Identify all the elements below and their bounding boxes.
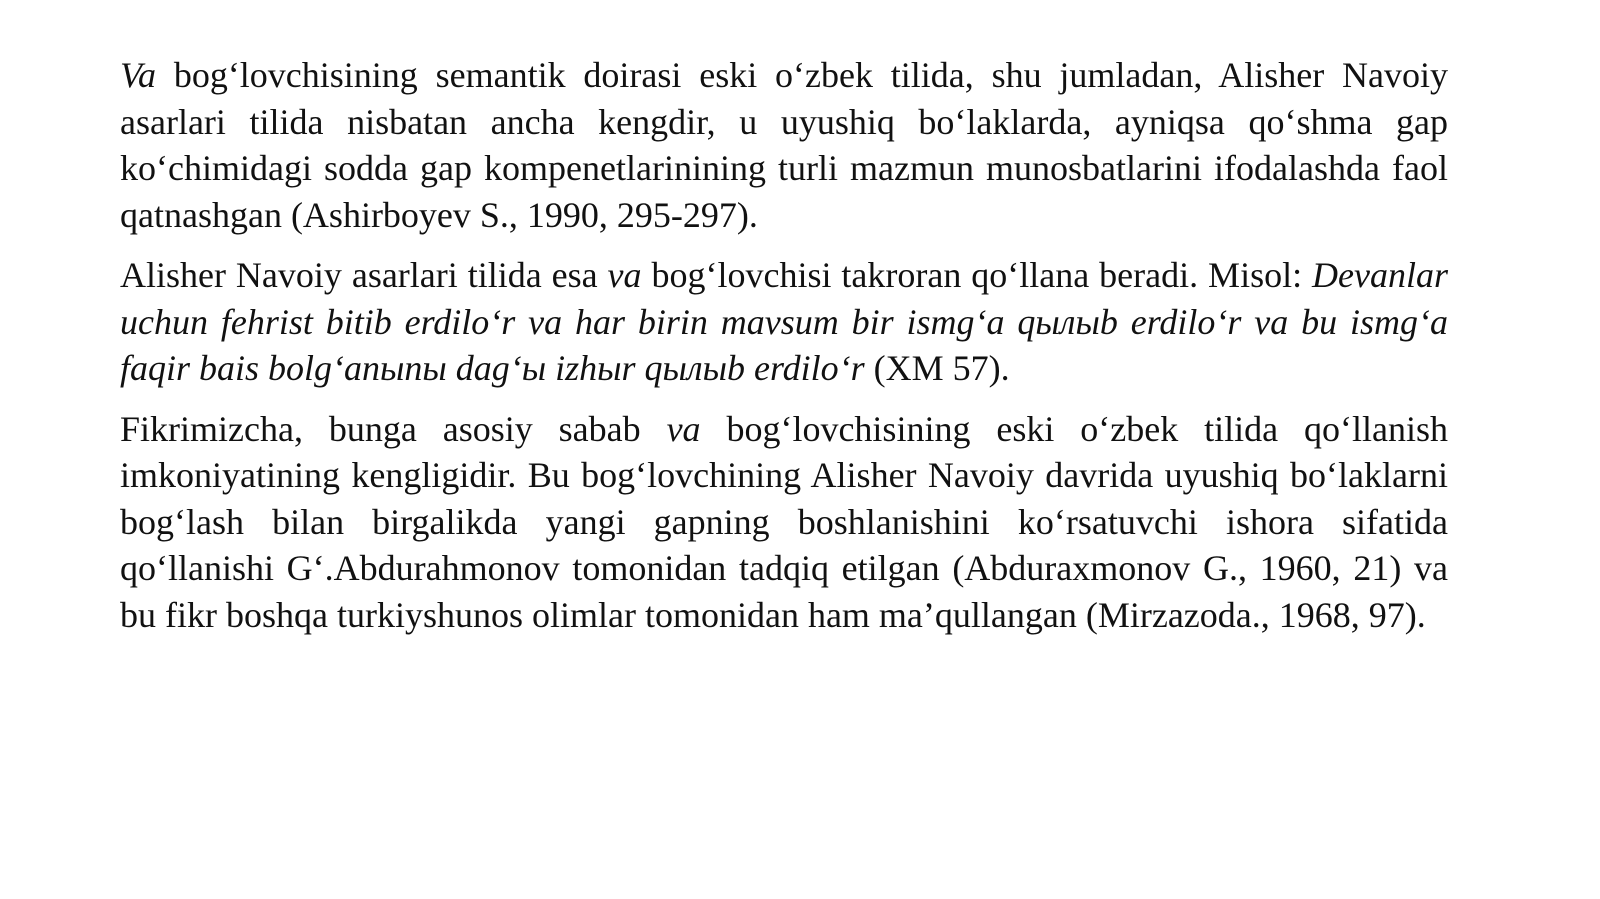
example-quote: Devanlar uchun fehrist bitib erdilo‘r va har birin mavsum bir ismg‘a qылыb erdilo‘r va bu ismg‘a faqir bais bolg‘anыnы dag‘ы izhыr qылыb erdilo‘r	[120, 255, 1448, 388]
paragraph-3	[120, 406, 1448, 639]
text-segment: (XM 57).	[864, 348, 1010, 388]
text-segment: bog‘lovchisining eski o‘zbek tilida qo‘llanish imkoniyatining kengligidir. Bu bog‘lovchining Alisher Navoiy davrida uyushiq bo‘laklarni bog‘lash bilan birgalikda yangi gapning boshlanishini ko‘rsatuvchi ishora sifatida qo‘llanishi G‘.Abdurahmonov tomonidan tadqiq etilgan (Abduraxmonov G., 1960, 21) va bu fikr boshqa turkiyshunos olimlar tomonidan ham ma’qullangan (Mirzazoda., 1968, 97).	[120, 408, 1449, 635]
text-segment: bog‘lovchisi takroran qo‘llana beradi. Misol:	[641, 255, 1313, 295]
text-segment: Va	[120, 55, 156, 95]
text-segment: va	[607, 255, 642, 295]
paragraph-1	[120, 52, 1448, 238]
paragraph-2	[120, 252, 1448, 392]
text-segment: bog‘lovchisining semantik doirasi eski o‘zbek tilida, shu jumladan, Alisher Navoiy asarlari tilida nisbatan ancha kengdir, u uyushiq bo‘laklarda, ayniqsa qo‘shma gap ko‘chimidagi sodda gap kompenetlarinining turli mazmun munosbatlarini ifodalashda faol qatnashgan (Ashirboyev S., 1990, 295-297).	[120, 55, 1448, 235]
text-segment: Alisher Navoiy asarlari tilida esa	[120, 255, 608, 295]
document-body	[120, 52, 1448, 652]
text-segment: va	[666, 408, 701, 449]
text-segment: Fikrimizcha, bunga asosiy sabab	[120, 408, 667, 449]
